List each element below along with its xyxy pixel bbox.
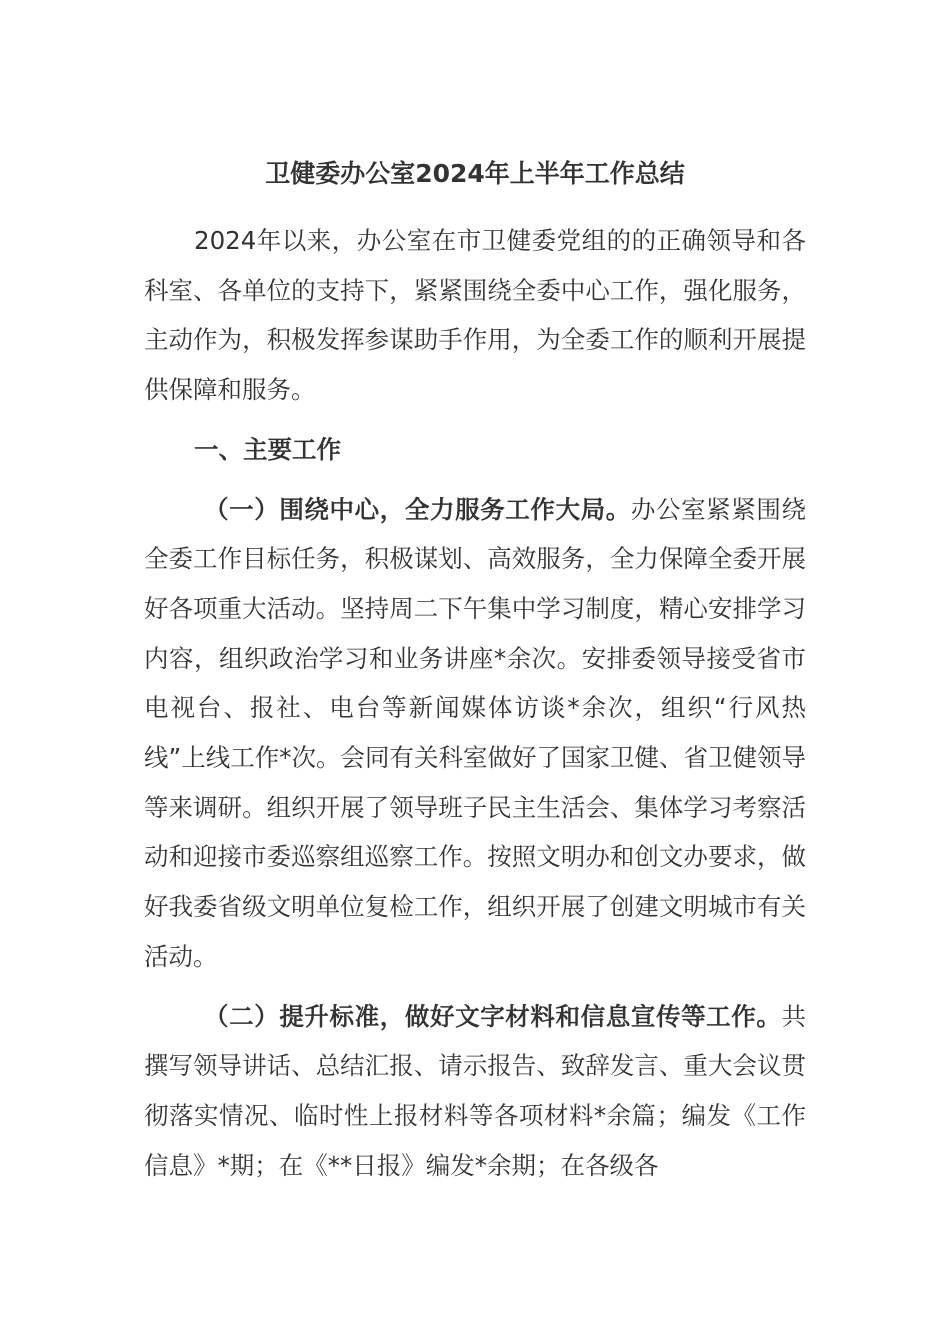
subsection-2-body: 共撰写领导讲话、总结汇报、请示报告、致辞发言、重大会议贯彻落实情况、临时性上报材料等各项材料*余篇；编发《工作信息》*期；在《**日报》编发*余期；在各级各	[144, 1001, 806, 1180]
intro-paragraph: 2024年以来，办公室在市卫健委党组的的正确领导和各科室、各单位的支持下，紧紧围绕全委中心工作，强化服务，主动作为，积极发挥参谋助手作用，为全委工作的顺利开展提供保障和服务。	[144, 226, 806, 405]
subsection-1-paragraph	[144, 485, 806, 982]
subsection-1-heading: （一）围绕中心，全力服务工作大局。	[204, 494, 631, 524]
subsection-1-body: 办公室紧紧围绕全委工作目标任务，积极谋划、高效服务，全力保障全委开展好各项重大活动。坚持周二下午集中学习制度，精心安排学习内容，组织政治学习和业务讲座*余次。安排委领导接受省市电视台、报社、电台等新闻媒体访谈*余次，组织“行风热线”上线工作*次。会同有关科室做好了国家卫健、省卫健领导等来调研。组织开展了领导班子民主生活会、集体学习考察活动和迎接市委巡察组巡察工作。按照文明办和创文办要求，做好我委省级文明单位复检工作，组织开展了创建文明城市有关活动。	[144, 494, 807, 971]
subsection-2-heading: （二）提升标准，做好文字材料和信息宣传等工作。	[204, 1001, 782, 1031]
document-page	[144, 152, 806, 1190]
subsection-2-paragraph	[144, 992, 806, 1191]
subsection-2	[144, 992, 806, 1191]
document-title: 卫健委办公室2024年上半年工作总结	[265, 159, 685, 188]
section-heading-main-work: 一、主要工作	[194, 434, 341, 464]
subsection-1	[144, 485, 806, 982]
